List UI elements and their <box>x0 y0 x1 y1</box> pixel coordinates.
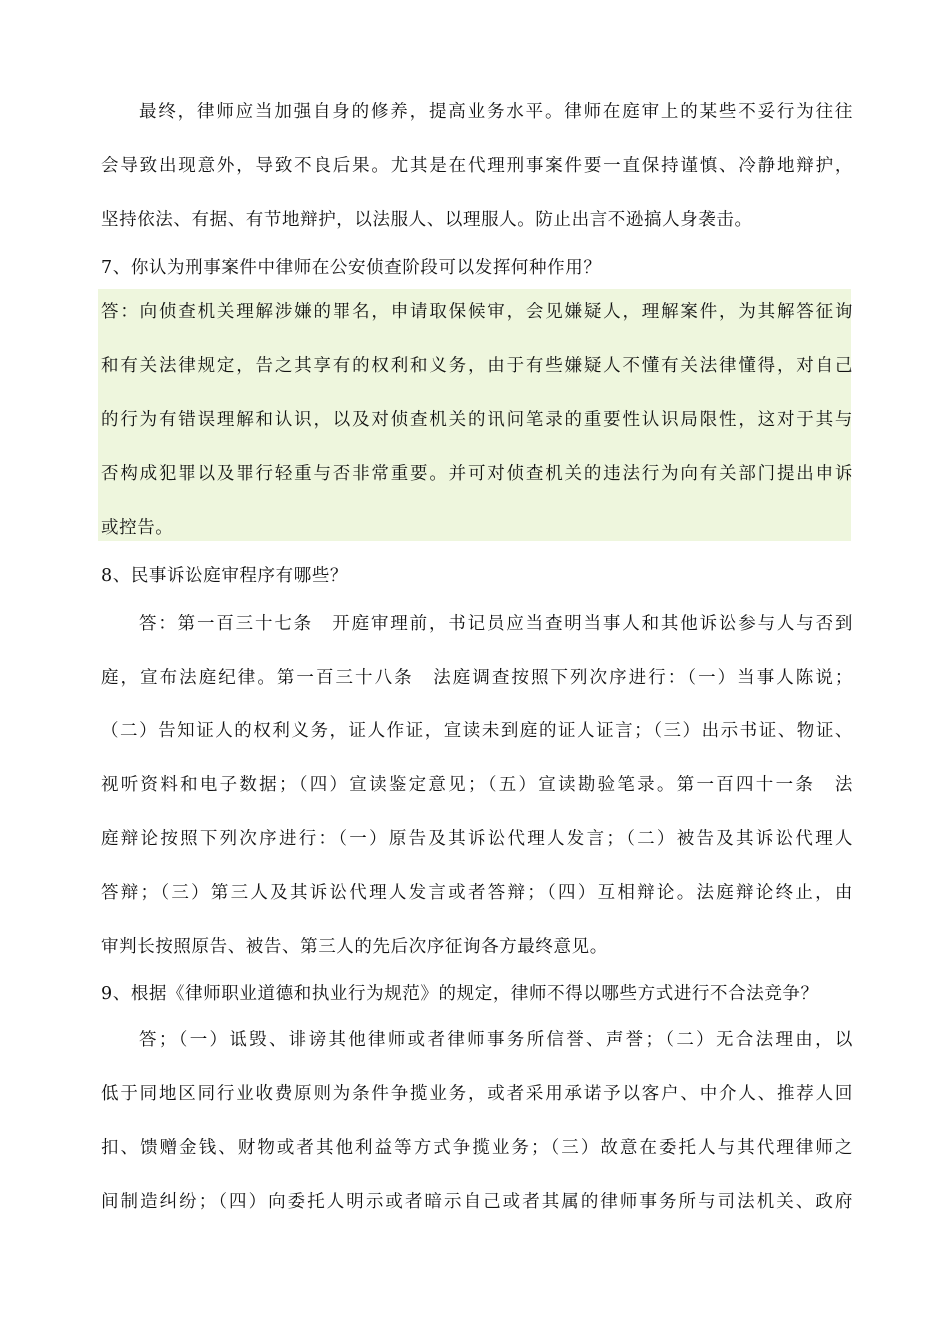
answer-7-line: 答：向侦查机关理解涉嫌的罪名，申请取保候审，会见嫌疑人，理解案件，为其解答征询 <box>101 302 853 322</box>
answer-9-line: 低于同地区同行业收费原则为条件争揽业务，或者采用承诺予以客户、中介人、推荐人回 <box>101 1084 853 1104</box>
answer-9-line: 间制造纠纷；（四）向委托人明示或者暗示自己或者其属的律师事务所与司法机关、政府 <box>101 1192 853 1212</box>
paragraph-line: 会导致出现意外，导致不良后果。尤其是在代理刑事案件要一直保持谨慎、冷静地辩护， <box>101 156 853 176</box>
paragraph-line: 坚持依法、有据、有节地辩护，以法服人、以理服人。防止出言不逊搞人身袭击。 <box>101 210 753 230</box>
answer-7-line: 的行为有错误理解和认识，以及对侦查机关的讯问笔录的重要性认识局限性，这对于其与 <box>101 410 853 430</box>
answer-7-line: 或控告。 <box>101 518 174 538</box>
answer-8-line: 审判长按照原告、被告、第三人的先后次序征询各方最终意见。 <box>101 937 608 957</box>
answer-8-line: 庭辩论按照下列次序进行：（一）原告及其诉讼代理人发言；（二）被告及其诉讼代理人 <box>101 829 853 849</box>
question-8: 8、民事诉讼庭审程序有哪些？ <box>101 566 349 586</box>
answer-8-line: （二）告知证人的权利义务，证人作证，宣读未到庭的证人证言；（三）出示书证、物证、 <box>101 721 853 741</box>
answer-9-line: 答；（一）诋毁、诽谤其他律师或者律师事务所信誉、声誉；（二）无合法理由，以 <box>139 1030 853 1050</box>
answer-9-line: 扣、馈赠金钱、财物或者其他利益等方式争揽业务；（三）故意在委托人与其代理律师之 <box>101 1138 853 1158</box>
answer-8-line: 庭，宣布法庭纪律。第一百三十八条 法庭调查按照下列次序进行：（一）当事人陈说； <box>101 668 853 688</box>
answer-8-line: 答：第一百三十七条 开庭审理前，书记员应当查明当事人和其他诉讼参与人与否到 <box>139 614 853 634</box>
answer-7-line: 否构成犯罪以及罪行轻重与否非常重要。并可对侦查机关的违法行为向有关部门提出申诉 <box>101 464 853 484</box>
answer-7-line: 和有关法律规定，告之其享有的权利和义务，由于有些嫌疑人不懂有关法律懂得，对自己 <box>101 356 853 376</box>
answer-8-line: 视听资料和电子数据；（四）宣读鉴定意见；（五）宣读勘验笔录。第一百四十一条 法 <box>101 775 853 795</box>
question-9: 9、根据《律师职业道德和执业行为规范》的规定，律师不得以哪些方式进行不合法竞争？ <box>101 984 819 1004</box>
question-7: 7、你认为刑事案件中律师在公安侦查阶段可以发挥何种作用？ <box>101 258 602 278</box>
answer-8-line: 答辩；（三）第三人及其诉讼代理人发言或者答辩；（四）互相辩论。法庭辩论终止，由 <box>101 883 853 903</box>
paragraph-line: 最终，律师应当加强自身的修养，提高业务水平。律师在庭审上的某些不妥行为往往 <box>139 102 853 122</box>
